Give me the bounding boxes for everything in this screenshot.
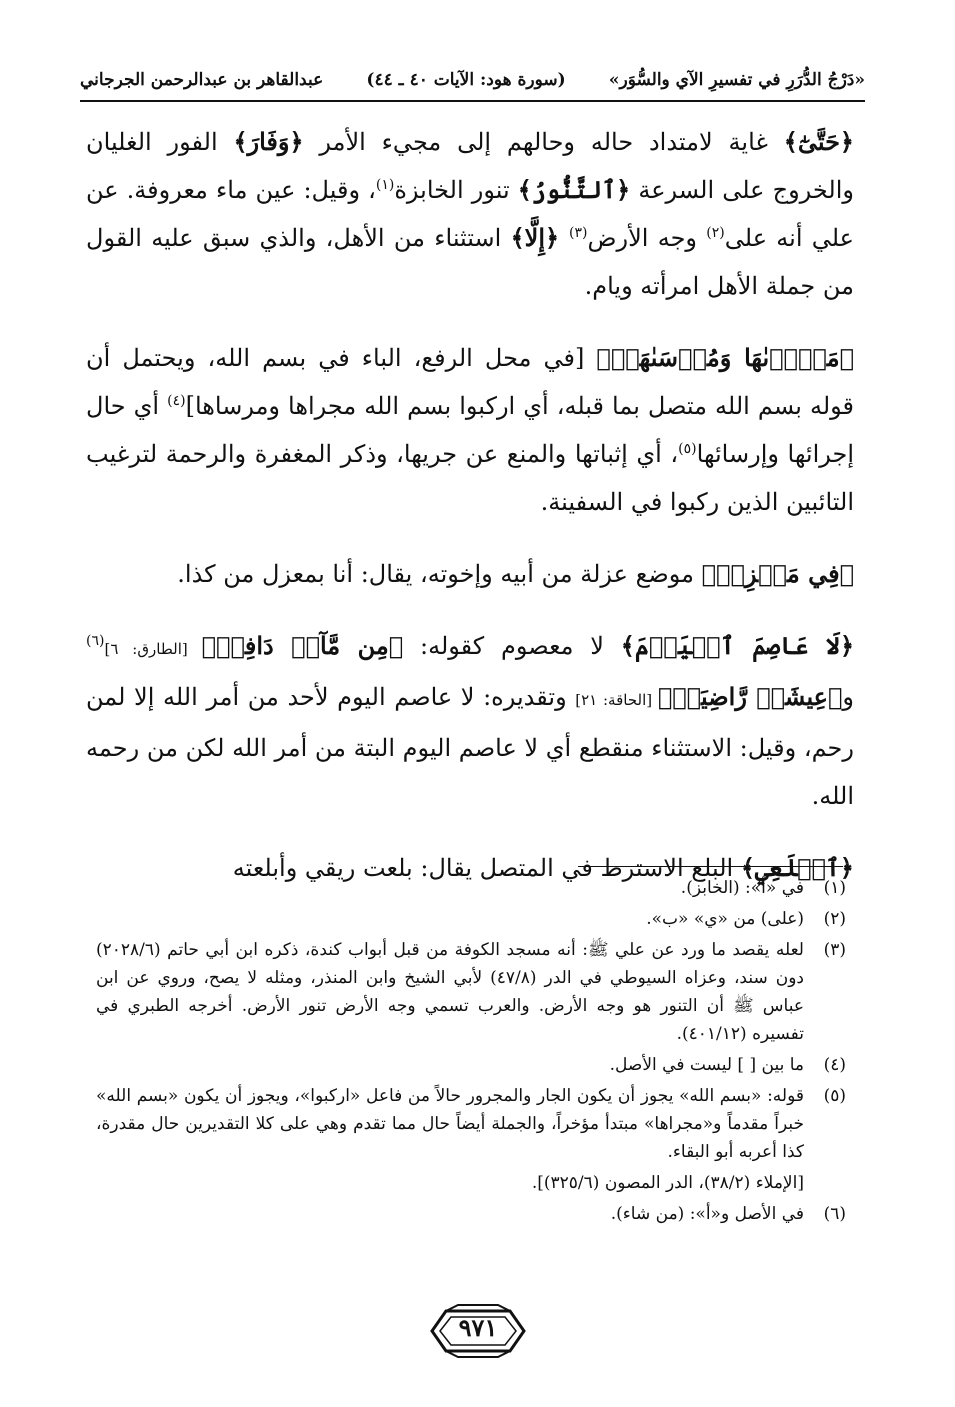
commentary-text: وجه الأرض: [587, 224, 707, 252]
commentary-text: تنور الخابزة: [394, 176, 518, 204]
quran-phrase: ﴿عِيشَةٖ رَّاضِيَةٖ﴾: [657, 682, 843, 711]
surah-reference: [الطارق: ٦]: [104, 640, 202, 658]
footnote-marker: (٢): [706, 225, 725, 241]
footnote-marker: (٥): [678, 441, 697, 457]
footnote-text: في الأصل و«أ»: (من شاء).: [610, 1204, 804, 1224]
commentary-text: ، وقيل: عين ماء معروفة. عن علي أنه على: [86, 176, 855, 252]
header-surah-reference: (سورة هود: الآيات ٤٠ ـ ٤٤): [366, 70, 566, 90]
running-header: [80, 62, 865, 98]
commentary-text: ، أي إثباتها والمنع عن جريها، وذكر المغفرة والرحمة لترغيب التائبين الذين ركبوا في السفينة.: [86, 440, 854, 516]
footnote-text: في «أ»: (الخابز).: [680, 878, 804, 898]
footnote-text: [الإملاء (٣٨/٢)، الدر المصون (٣٢٥/٦)].: [531, 1173, 804, 1193]
footnote-separator: [578, 866, 843, 867]
footnote-marker: (٤): [167, 393, 186, 409]
footnote-number: (٣): [823, 940, 846, 960]
footnote-text: (على) من «ي» «ب».: [646, 909, 804, 929]
footnote: [96, 936, 846, 1048]
footnote-marker: (٦): [86, 633, 105, 649]
commentary-text: وتقديره: لا عاصم اليوم لأحد من أمر الله إلا لمن رحم، وقيل: الاستثناء منقطع أي لا عاصم اليوم البتة من أمر الله لكن من رحمه الله.: [86, 683, 854, 810]
footnote-number: [804, 1169, 846, 1197]
header-author: عبدالقاهر بن عبدالرحمن الجرجاني: [80, 70, 324, 90]
quran-phrase: ﴿مَجۡرٜىٰهَا وَمُرۡسَىٰهَآۚ﴾: [596, 343, 855, 372]
page-number: ٩٧١: [458, 1313, 498, 1342]
footnote-continuation: [96, 1169, 846, 1197]
paragraph-majraha: [86, 334, 854, 526]
footnote-marker: (٣): [569, 225, 588, 241]
commentary-text: و: [842, 683, 855, 711]
quran-phrase: ﴿لَا عَاصِمَ ٱلۡيَوۡمَ﴾: [620, 631, 855, 660]
commentary-text: لا معصوم كقوله:: [403, 632, 621, 660]
commentary-text: [في محل الرفع، الباء في بسم الله، ويحتمل أن قوله بسم الله متصل بما قبله، أي اركبوا بسم الله مجراها ومرساها]: [86, 344, 855, 420]
quran-phrase: ﴿مِن مَّآءٖ دَافِقٖ﴾: [201, 631, 404, 660]
commentary-text: الفور الغليان والخروج على السرعة: [86, 128, 854, 204]
quran-phrase: ﴿إِلَّا﴾: [510, 223, 570, 252]
paragraph-hatta: [86, 118, 854, 310]
quran-phrase: ﴿فِي مَعۡزِلٖ﴾: [701, 559, 854, 588]
footnote-number: (٥): [823, 1086, 846, 1106]
footnote: [96, 874, 846, 902]
commentary-text: غاية لامتداد حاله وحالهم إلى مجيء الأمر: [303, 128, 784, 156]
footnote-number: (٢): [823, 909, 846, 929]
commentary-text: أي حال إجرائها وإرسائها: [86, 392, 854, 468]
quran-phrase: ﴿حَتَّىٰٓ﴾: [783, 127, 854, 156]
quran-phrase: ﴿ٱبۡلَعِي﴾: [740, 853, 854, 882]
footnote: [96, 1051, 846, 1079]
footnote-number: (١): [823, 878, 846, 898]
paragraph-maazil: [86, 550, 854, 598]
footnote: [96, 1200, 846, 1228]
commentary-text: موضع عزلة من أبيه وإخوته، يقال: أنا بمعزل من كذا.: [177, 560, 702, 588]
paragraph-la-asim: [86, 622, 854, 820]
header-book-title: «دَرْجُ الدُّرَرِ في تفسيرِ الآي والسُّوَر»: [608, 70, 865, 90]
main-text: [86, 118, 854, 916]
footnote-text: ما بين [ ] ليست في الأصل.: [609, 1055, 804, 1075]
quran-phrase: ﴿ٱلتَّنُّورُ﴾: [517, 175, 631, 204]
footnote: [96, 1082, 846, 1166]
footnote-marker: (١): [375, 177, 395, 193]
header-rule: [80, 100, 865, 102]
footnotes: [96, 874, 846, 1231]
commentary-text: استثناء من الأهل، والذي سبق عليه القول من جملة الأهل امرأته ويام.: [86, 224, 854, 300]
surah-reference: [الحاقة: ٢١]: [575, 691, 658, 709]
footnote-number: (٤): [823, 1055, 846, 1075]
footnote: [96, 905, 846, 933]
footnote-text: لعله يقصد ما ورد عن علي ﷺ: أنه مسجد الكوفة من قبل أبواب كندة، ذكره ابن أبي حاتم (٢٠٢٨/٦) دون سند، وعزاه السيوطي في الدر (٤٧/٨) لأبي الشيخ وابن المنذر، ومثله لا يصح، وروي عن ابن عباس ﷺ أن التنور هو وجه الأرض. والعرب تسمي وجه الأرض تنور الأرض. أخرجه الطبري في تفسيره (٤٠١/١٢).: [96, 940, 804, 1044]
quran-phrase: ﴿وَفَارَ﴾: [233, 127, 304, 156]
footnote-text: قوله: «بسم الله» يجوز أن يكون الجار والمجرور حالاً من فاعل «اركبوا»، ويجوز أن يكون «بسم الله» خبراً مقدماً و«مجراها» مبتدأ مؤخراً، والجملة أيضاً حال مما تقدم وهي على كلا التقديرين حال مقدرة، كذا أعربه أبو البقاء.: [96, 1086, 804, 1162]
commentary-text: البلع الاسترط في المتصل يقال: بلعت ريقي وأبلعته: [232, 854, 741, 882]
footnote-number: (٦): [823, 1204, 846, 1224]
